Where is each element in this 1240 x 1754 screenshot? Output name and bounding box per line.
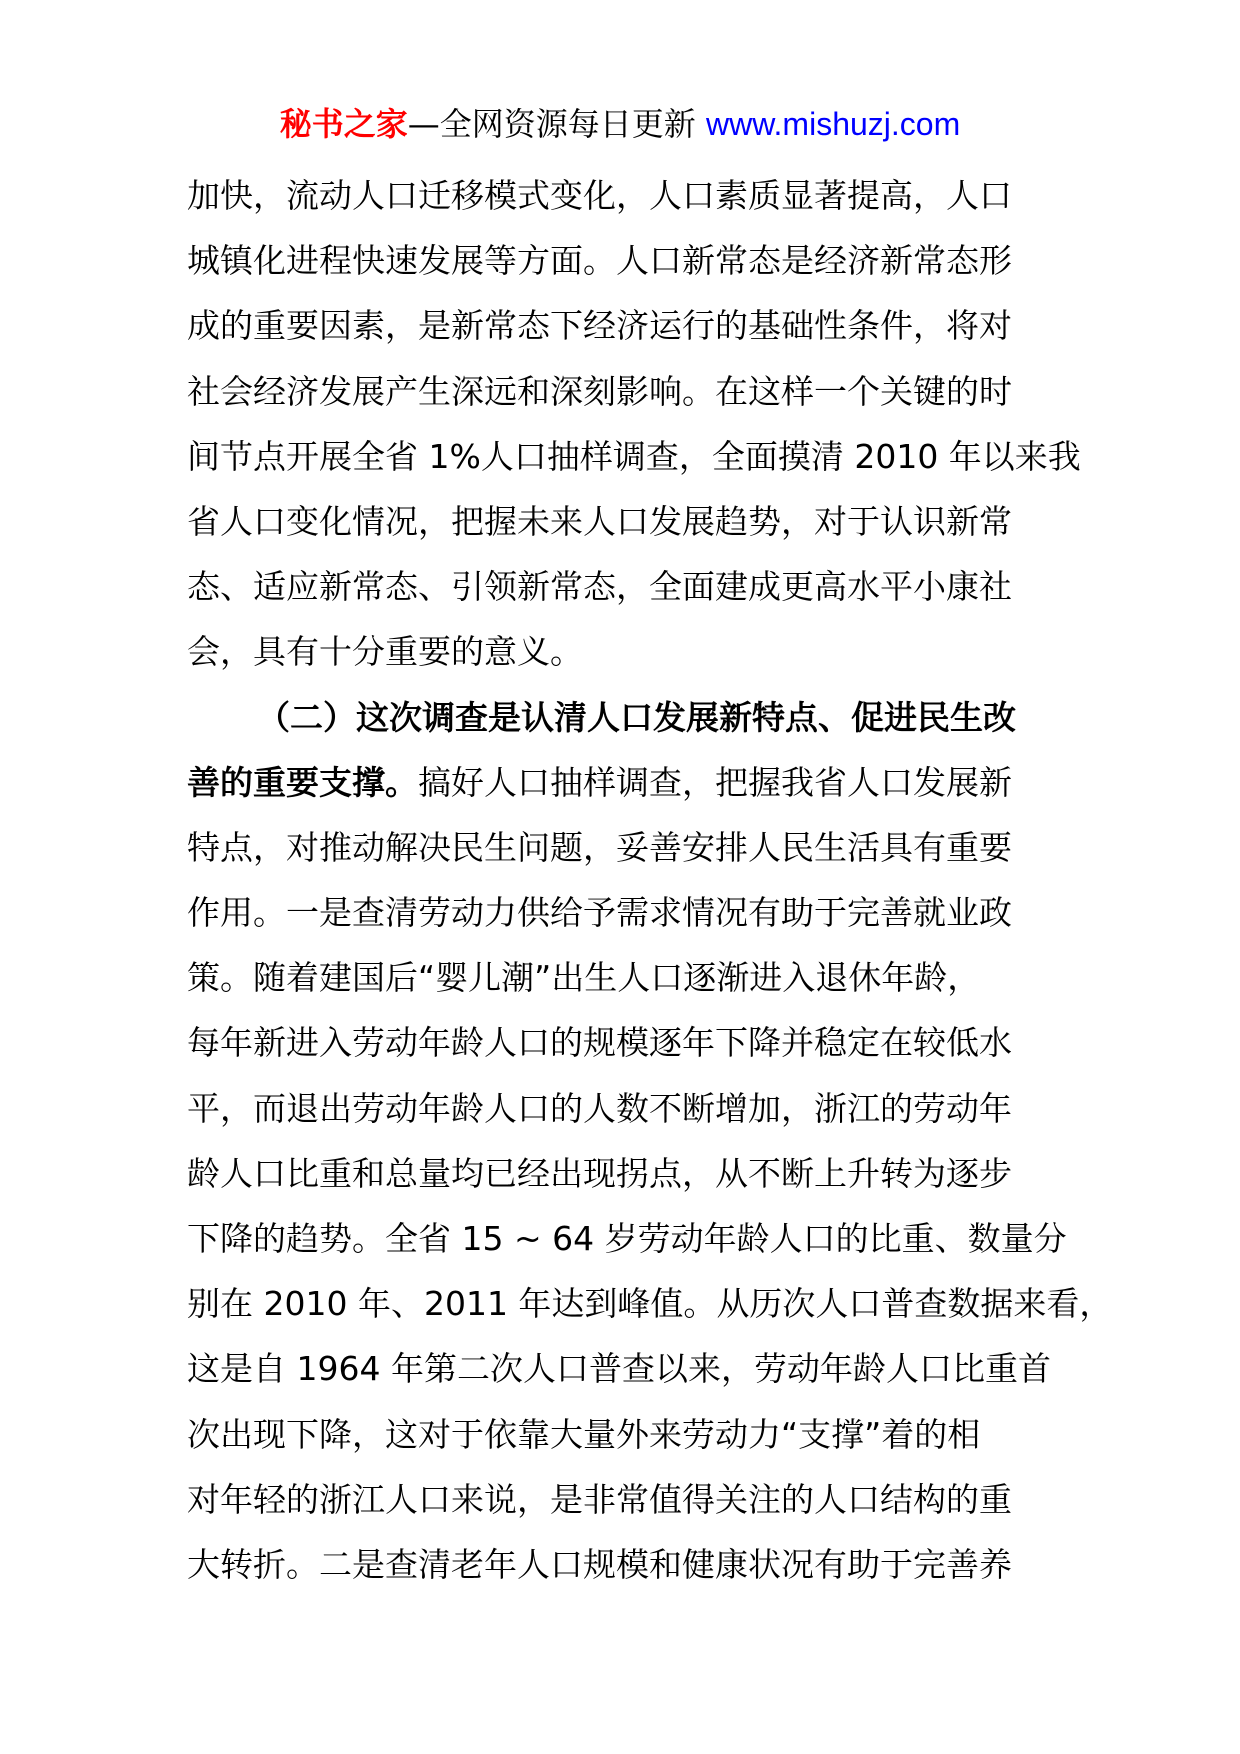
text-line: 大转折。二是查清老年人口规模和健康状况有助于完善养 bbox=[187, 1544, 1012, 1584]
text-line: 社会经济发展产生深远和深刻影响。在这样一个关键的时 bbox=[187, 371, 1012, 411]
text-line: 省人口变化情况，把握未来人口发展趋势，对于认识新常 bbox=[187, 501, 1012, 541]
text-line: 每年新进入劳动年龄人口的规模逐年下降并稳定在较低水 bbox=[187, 1023, 1012, 1063]
text-line: 龄人口比重和总量均已经出现拐点，从不断上升转为逐步 bbox=[187, 1153, 1012, 1193]
text-line: 这是自 1964 年第二次人口普查以来，劳动年龄人口比重首 bbox=[187, 1349, 1051, 1389]
text-span: 搞好人口抽样调查，把握我省人口发展新 bbox=[418, 762, 1012, 802]
text-line: 会，具有十分重要的意义。 bbox=[187, 632, 583, 672]
text-line-mixed bbox=[187, 750, 1057, 815]
document-body bbox=[187, 163, 1113, 1597]
text-line: 下降的趋势。全省 15 ~ 64 岁劳动年龄人口的比重、数量分 bbox=[187, 1219, 1067, 1258]
text-line: 特点，对推动解决民生问题，妥善安排人民生活具有重要 bbox=[187, 827, 1012, 867]
text-line: 作用。一是查清劳动力供给予需求情况有助于完善就业政 bbox=[187, 893, 1012, 933]
text-line: 态、适应新常态、引领新常态，全面建成更高水平小康社 bbox=[187, 567, 1012, 607]
header-tagline: —全网资源每日更新 bbox=[407, 105, 696, 143]
site-url-link[interactable]: www.mishuzj.com bbox=[705, 106, 961, 142]
text-line: 别在 2010 年、2011 年达到峰值。从历次人口普查数据来看， bbox=[187, 1284, 1113, 1324]
section-heading: （二）这次调查是认清人口发展新特点、促进民生改 bbox=[257, 697, 1016, 737]
text-line: 次出现下降，这对于依靠大量外来劳动力“支撑”着的相 bbox=[187, 1414, 981, 1454]
text-line: 平，而退出劳动年龄人口的人数不断增加，浙江的劳动年 bbox=[187, 1088, 1012, 1128]
section-heading-end: 善的重要支撑。 bbox=[187, 762, 418, 802]
text-line: 城镇化进程快速发展等方面。人口新常态是经济新常态形 bbox=[187, 241, 1012, 281]
text-line: 策。随着建国后“婴儿潮”出生人口逐渐进入退休年龄， bbox=[187, 958, 981, 998]
text-line: 间节点开展全省 1%人口抽样调查，全面摸清 2010 年以来我 bbox=[187, 436, 1081, 476]
brand-name: 秘书之家 bbox=[279, 105, 408, 143]
text-line: 加快，流动人口迁移模式变化，人口素质显著提高，人口 bbox=[187, 176, 1012, 215]
page-header bbox=[0, 100, 1240, 148]
text-line: 成的重要因素，是新常态下经济运行的基础性条件，将对 bbox=[187, 306, 1012, 346]
text-line: 对年轻的浙江人口来说，是非常值得关注的人口结构的重 bbox=[187, 1479, 1012, 1519]
